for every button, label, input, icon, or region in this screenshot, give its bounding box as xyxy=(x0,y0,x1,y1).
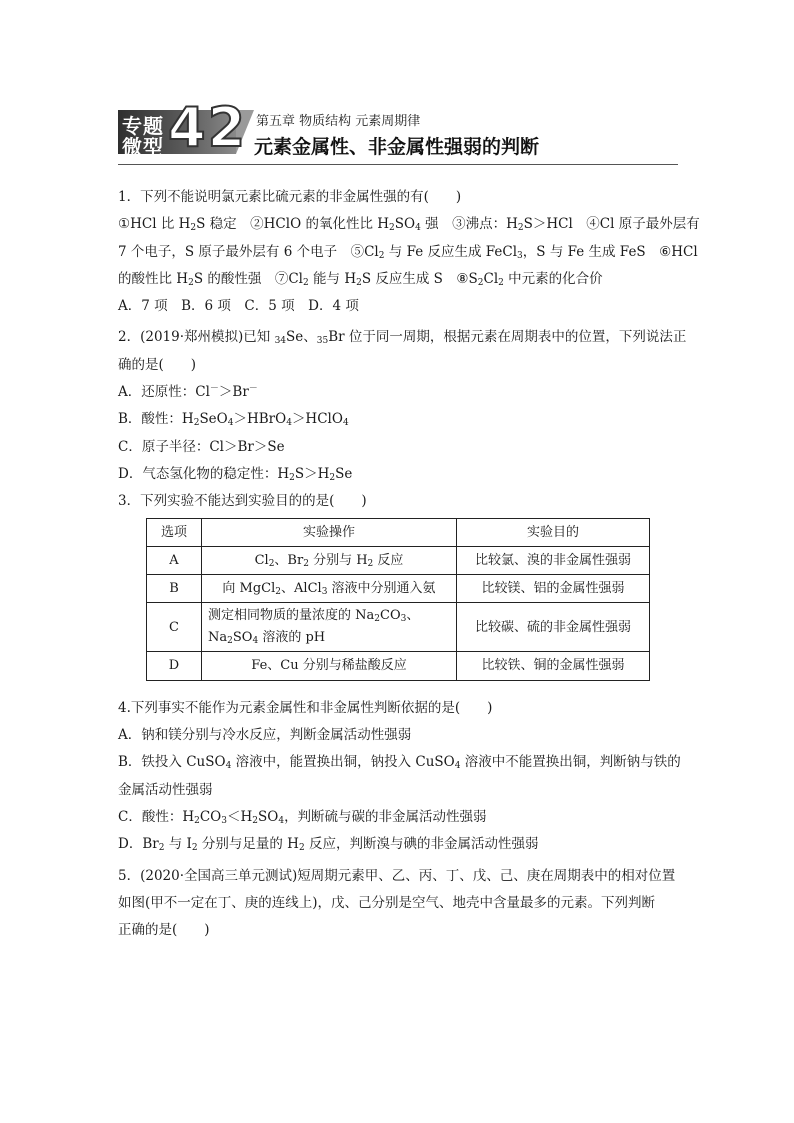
table-row xyxy=(147,652,650,680)
table-cell: 比较氯、溴的非金属性强弱 xyxy=(457,546,650,574)
table-row xyxy=(147,575,650,603)
answer-options: A．7 项 B．6 项 C．5 项 D．4 项 xyxy=(118,298,359,315)
option-d: D．气态氢化物的稳定性：$H_2S>H_2Se$ xyxy=(118,465,353,483)
table-cell: 比较碳、硫的非金属性强弱 xyxy=(457,603,650,652)
question-5 xyxy=(118,863,678,945)
banner-label-top: 专题 xyxy=(122,114,164,138)
table-cell: 比较铁、铜的金属性强弱 xyxy=(457,652,650,680)
question-line: 4.下列事实不能作为元素金属性和非金属性判断依据的是( ) xyxy=(118,699,493,716)
question-list xyxy=(118,184,700,944)
banner-label-bottom: 微型 xyxy=(122,135,164,159)
question-line: 确的是( ) xyxy=(118,356,197,373)
table-cell: Fe、Cu 分别与稀盐酸反应 xyxy=(202,652,457,680)
column-header: 选项 xyxy=(147,518,202,546)
option-b-continued: 金属活动性强弱 xyxy=(118,781,213,798)
table-cell: C xyxy=(147,603,202,652)
table-cell: 向 MgCl$_2$、AlCl$_3$ 溶液中分别通入氨 xyxy=(202,575,457,603)
question-2 xyxy=(118,324,687,488)
table-cell: A xyxy=(147,546,202,574)
table-row xyxy=(147,546,650,574)
column-header: 实验操作 xyxy=(202,518,457,546)
question-line: 3．下列实验不能达到实验目的的是( ) xyxy=(118,493,367,510)
table-row xyxy=(147,603,650,652)
option-b: B．铁投入 CuSO$_4$ 溶液中，能置换出铜，钠投入 CuSO$_4$ 溶液中不能置换出铜，判断钠与铁的 xyxy=(118,754,681,772)
question-line: 正确的是( ) xyxy=(118,922,210,939)
question-4 xyxy=(118,695,681,859)
question-line: 1．下列不能说明氯元素比硫元素的非金属性强的有( ) xyxy=(118,189,462,205)
section-header xyxy=(118,98,678,166)
table-cell: D xyxy=(147,652,202,680)
table-cell: $Cl_2$、$Br_2$ 分别与 $H_2$ 反应 xyxy=(202,546,457,574)
topic-number: 42 xyxy=(168,96,248,159)
question-1 xyxy=(118,184,700,320)
page-title: 元素金属性、非金属性强弱的判断 xyxy=(254,136,540,158)
option-c: C．酸性：$H_2CO_3<H_2SO_4$，判断硫与碳的非金属活动性强弱 xyxy=(118,808,487,826)
table-cell: 比较镁、铝的金属性强弱 xyxy=(457,575,650,603)
question-line: 如图(甲不一定在丁、庚的连线上)，戊、己分别是空气、地壳中含量最多的元素。下列判断 xyxy=(118,894,656,911)
chapter-label: 第五章 物质结构 元素周期律 xyxy=(256,114,421,129)
question-3 xyxy=(118,488,678,680)
table-cell: B xyxy=(147,575,202,603)
table-cell: 测定相同物质的量浓度的 $Na_2CO_3$、 $Na_2SO_4$ 溶液的 pH xyxy=(202,603,457,652)
experiment-table xyxy=(146,518,650,681)
question-line: 2．(2019·郑州模拟)已知 $_{34}$Se、$_{35}$Br 位于同一周期，根据元素在周期表中的位置，下列说法正 xyxy=(118,329,687,347)
header-divider xyxy=(118,164,678,165)
option-b: B．酸性：$H_2SeO_4>HBrO_4>HClO_4$ xyxy=(118,411,349,429)
question-line: 5．(2020·全国高三单元测试)短周期元素甲、乙、丙、丁、戊、己、庚在周期表中的相对位置 xyxy=(118,867,676,884)
table-header-row xyxy=(147,518,650,546)
question-line: ①HCl 比 $H_2S$ 稳定 ②HClO 的氧化性比 $H_2SO_4$ 强 ③沸点：$H_2S>HCl$ ④Cl 原子最外层有 xyxy=(118,216,700,234)
question-line: 的酸性比 $H_2S$ 的酸性强 $⑦Cl_2$ 能与 $H_2S$ 反应生成 S $⑧S_2Cl_2$ 中元素的化合价 xyxy=(118,270,603,288)
column-header: 实验目的 xyxy=(457,518,650,546)
option-a: A．钠和镁分别与冷水反应，判断金属活动性强弱 xyxy=(118,727,412,744)
option-c: C．原子半径：Cl＞Br＞Se xyxy=(118,438,285,455)
option-d: D．$Br_2$ 与 $I_2$ 分别与足量的 $H_2$ 反应，判断溴与碘的非金属活动性强弱 xyxy=(118,836,539,854)
question-line: 7 个电子，S 原子最外层有 6 个电子 $⑤Cl_2$ 与 Fe 反应生成 FeCl$_3$，S 与 Fe 生成 FeS ⑥HCl xyxy=(118,243,698,261)
option-a: A．还原性：Cl－＞Br－ xyxy=(118,384,258,401)
